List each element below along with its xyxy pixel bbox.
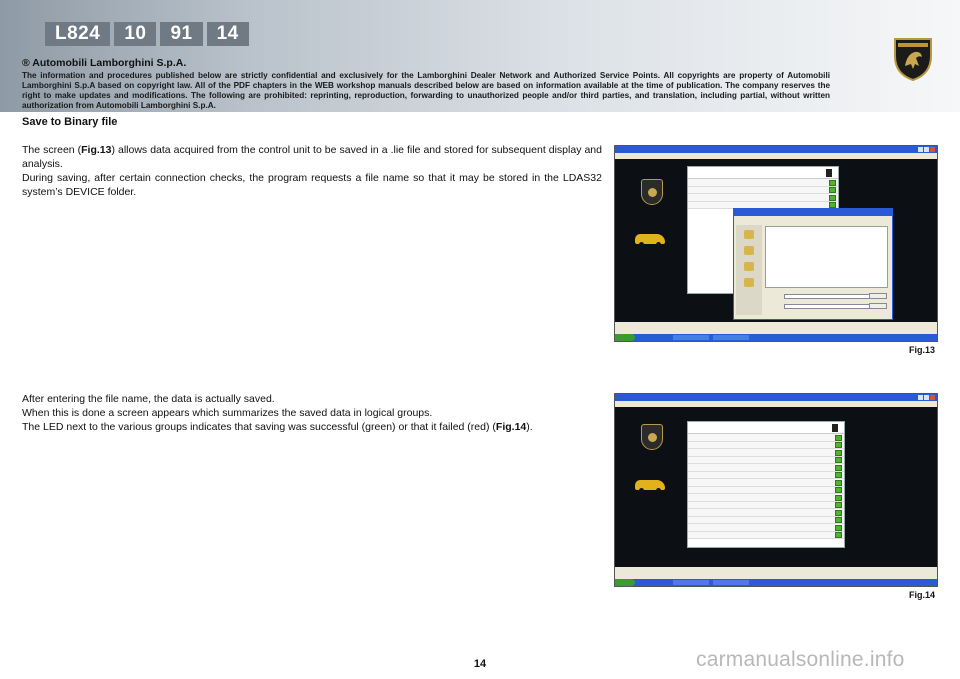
status-led-icon <box>835 457 842 463</box>
figure-13-label: Fig.13 <box>909 345 936 355</box>
window-titlebar <box>615 146 937 153</box>
list-item <box>688 494 844 502</box>
text-fragment: ) allows data acquired from the control unit to be saved in a .lie file and stored for subsequent display and analysis. <box>22 144 602 170</box>
section-title: Save to Binary file <box>22 116 118 128</box>
file-dialog-places <box>736 225 762 315</box>
list-item <box>688 187 838 195</box>
code-subgroup: 91 <box>160 22 202 46</box>
status-led-icon <box>835 525 842 531</box>
copyright-title: ® Automobili Lamborghini S.p.A. <box>22 57 187 69</box>
close-icon <box>930 395 935 400</box>
status-led-icon <box>835 532 842 538</box>
list-item <box>688 532 844 540</box>
traffic-light-icon <box>832 424 838 432</box>
list-item <box>688 434 844 442</box>
text-line: During saving, after certain connection checks, the program requests a file name so that it may be stored in the LDAS32 system’s DEVICE folder. <box>22 172 602 198</box>
fig-reference: Fig.14 <box>495 421 527 433</box>
figure-14-screenshot <box>614 393 938 587</box>
lamborghini-shield-icon <box>641 179 663 205</box>
text-fragment: The screen ( <box>22 144 82 156</box>
status-led-icon <box>829 187 836 193</box>
status-led-icon <box>835 435 842 441</box>
status-led-icon <box>835 442 842 448</box>
menu-bar <box>615 401 937 407</box>
text-line: When this is done a screen appears which summarizes the saved data in logical groups. <box>22 407 433 419</box>
list-item <box>688 464 844 472</box>
taskbar <box>615 334 937 341</box>
status-led-icon <box>829 180 836 186</box>
status-led-icon <box>835 502 842 508</box>
status-led-icon <box>835 487 842 493</box>
copyright-notice <box>22 57 830 111</box>
list-item <box>688 194 838 202</box>
dialog-header <box>688 167 838 179</box>
status-led-icon <box>835 450 842 456</box>
status-led-icon <box>835 465 842 471</box>
car-icon <box>635 234 665 244</box>
figure-13-screenshot <box>614 145 938 342</box>
window-titlebar <box>615 394 937 401</box>
paragraph-save-result <box>22 392 602 434</box>
fig-reference: Fig.13 <box>81 144 112 156</box>
list-item <box>688 179 838 187</box>
dialog-header <box>688 422 844 434</box>
list-item <box>688 472 844 480</box>
filetype-field <box>784 304 880 309</box>
list-item <box>688 479 844 487</box>
list-item <box>688 509 844 517</box>
cancel-button <box>869 303 887 309</box>
status-led-icon <box>835 472 842 478</box>
traffic-light-icon <box>826 169 832 177</box>
watermark: carmanualsonline.info <box>696 648 905 671</box>
start-button <box>615 579 635 586</box>
list-item <box>688 487 844 495</box>
figure-14-label: Fig.14 <box>909 590 936 600</box>
save-button <box>869 293 887 299</box>
status-led-icon <box>835 480 842 486</box>
page-number: 14 <box>473 658 487 670</box>
paragraph-save-intro <box>22 143 602 199</box>
header-band <box>0 0 960 112</box>
close-icon <box>930 147 935 152</box>
menu-bar <box>615 153 937 159</box>
car-icon <box>635 480 665 490</box>
file-dialog-titlebar <box>734 209 892 216</box>
lamborghini-shield-icon <box>641 424 663 450</box>
code-page: 14 <box>207 22 249 46</box>
text-fragment: ). <box>526 421 533 433</box>
code-group: 10 <box>114 22 156 46</box>
list-item <box>688 524 844 532</box>
status-led-icon <box>835 495 842 501</box>
filename-field <box>784 294 880 299</box>
file-dialog-listing <box>765 226 888 288</box>
status-led-icon <box>829 195 836 201</box>
document-codes <box>45 22 253 46</box>
text-fragment: The LED next to the various groups indicates that saving was successful (green) or that it failed (red) ( <box>22 421 496 433</box>
file-save-dialog <box>733 208 893 320</box>
code-model: L824 <box>45 22 110 46</box>
status-led-icon <box>835 517 842 523</box>
list-item <box>688 449 844 457</box>
save-summary-dialog <box>687 421 845 548</box>
start-button <box>615 334 635 341</box>
list-item <box>688 442 844 450</box>
taskbar <box>615 579 937 586</box>
status-led-icon <box>835 510 842 516</box>
list-item <box>688 517 844 525</box>
list-item <box>688 457 844 465</box>
text-line: After entering the file name, the data is actually saved. <box>22 393 275 405</box>
lamborghini-logo <box>893 36 933 82</box>
list-item <box>688 502 844 510</box>
copyright-body: The information and procedures published below are strictly confidential and exclusively for the Lamborghini Dealer Network and Authorized Service Points. All copyrights are property of Automobili Lamborghini S.p.A based on copyright law. All of the PDF chapters in the WEB workshop manuals described below are based on information available at the time of publication. The company reserves the right to make updates and modifications. The following are prohibited: reprinting, reproduction, forwarding to unauthorized people and/or third parties, and translation, including partial, without written authorization from Automobili Lamborghini S.p.A. <box>22 71 830 110</box>
